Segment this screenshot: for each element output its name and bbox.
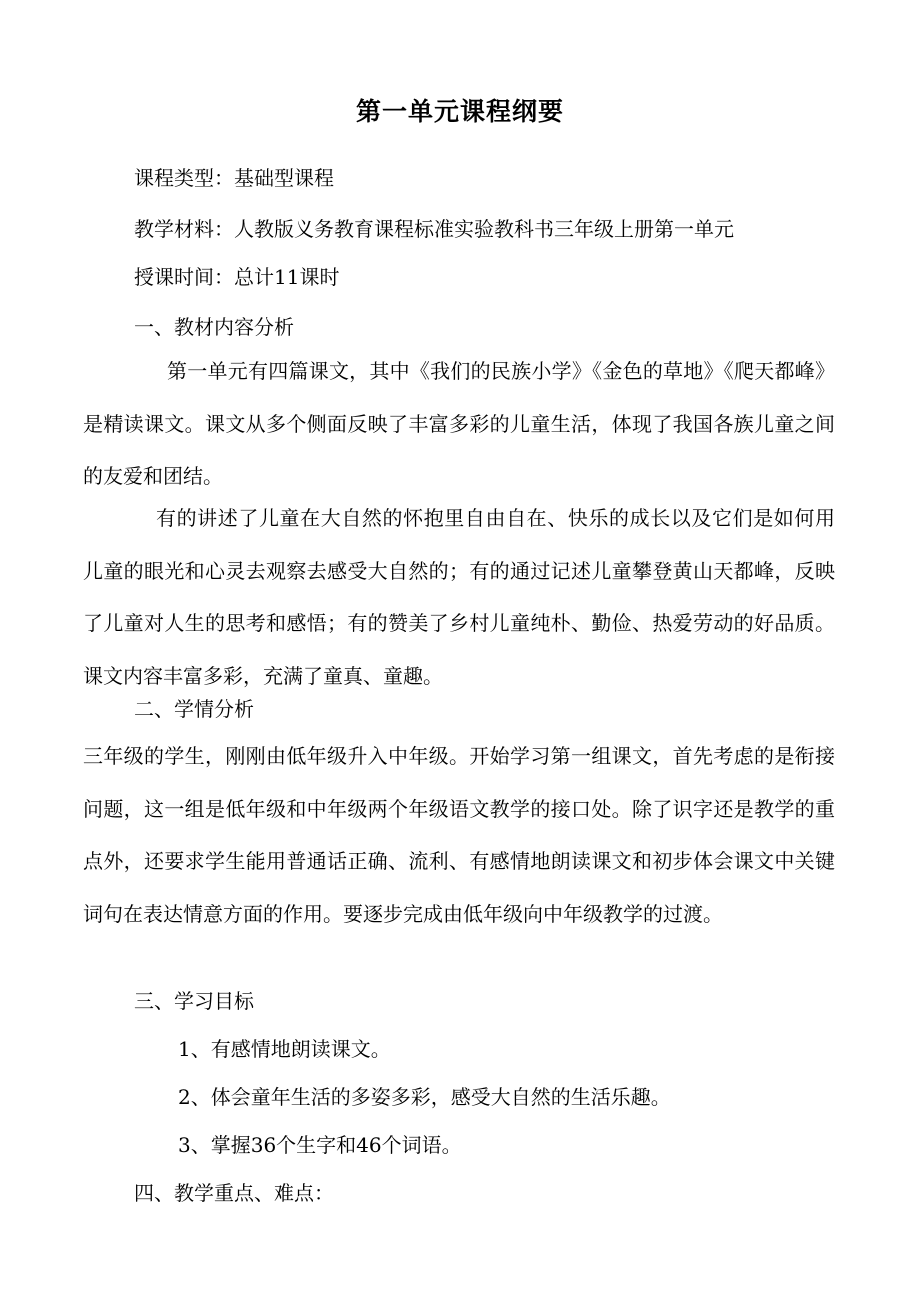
learning-goal-item: 2、体会童年生活的多姿多彩，感受大自然的生活乐趣。 [178,1085,671,1109]
document-title: 第一单元课程纲要 [355,97,564,126]
learning-goal-item: 1、有感情地朗读课文。 [178,1037,391,1061]
teaching-hours-line: 授课时间：总计11课时 [134,265,340,289]
content-analysis-paragraph-2: 有的讲述了儿童在大自然的怀抱里自由自在、快乐的成长以及它们是如何用儿童的眼光和心灵去观察去感受大自然的；有的通过记述儿童攀登黄山天都峰，反映了儿童对人生的思考和感悟；有的赞美了乡村儿童纯朴、勤俭、热爱劳动的好品质。课文内容丰富多彩，充满了童真、童趣。 [83,506,835,688]
teaching-material-line: 教学材料：人教版义务教育课程标准实验教科书三年级上册第一单元 [134,217,734,241]
content-analysis-paragraph-1: 第一单元有四篇课文，其中《我们的民族小学》《金色的草地》《爬天都峰》是精读课文。课文从多个侧面反映了丰富多彩的儿童生活，体现了我国各族儿童之间的友爱和团结。 [83,359,835,488]
section-heading-content-analysis: 一、教材内容分析 [134,315,294,339]
section-heading-key-points: 四、教学重点、难点： [134,1181,334,1205]
section-heading-student-analysis: 二、学情分析 [134,697,254,721]
learning-goal-item: 3、掌握36个生字和46个词语。 [178,1133,462,1157]
course-type-line: 课程类型：基础型课程 [134,166,334,190]
section-heading-learning-goals: 三、学习目标 [134,989,254,1013]
student-analysis-paragraph: 三年级的学生，刚刚由低年级升入中年级。开始学习第一组课文，首先考虑的是衔接问题，这一组是低年级和中年级两个年级语文教学的接口处。除了识字还是教学的重点外，还要求学生能用普通话正确、流利、有感情地朗读课文和初步体会课文中关键词句在表达情意方面的作用。要逐步完成由低年级向中年级教学的过渡。 [83,744,835,926]
